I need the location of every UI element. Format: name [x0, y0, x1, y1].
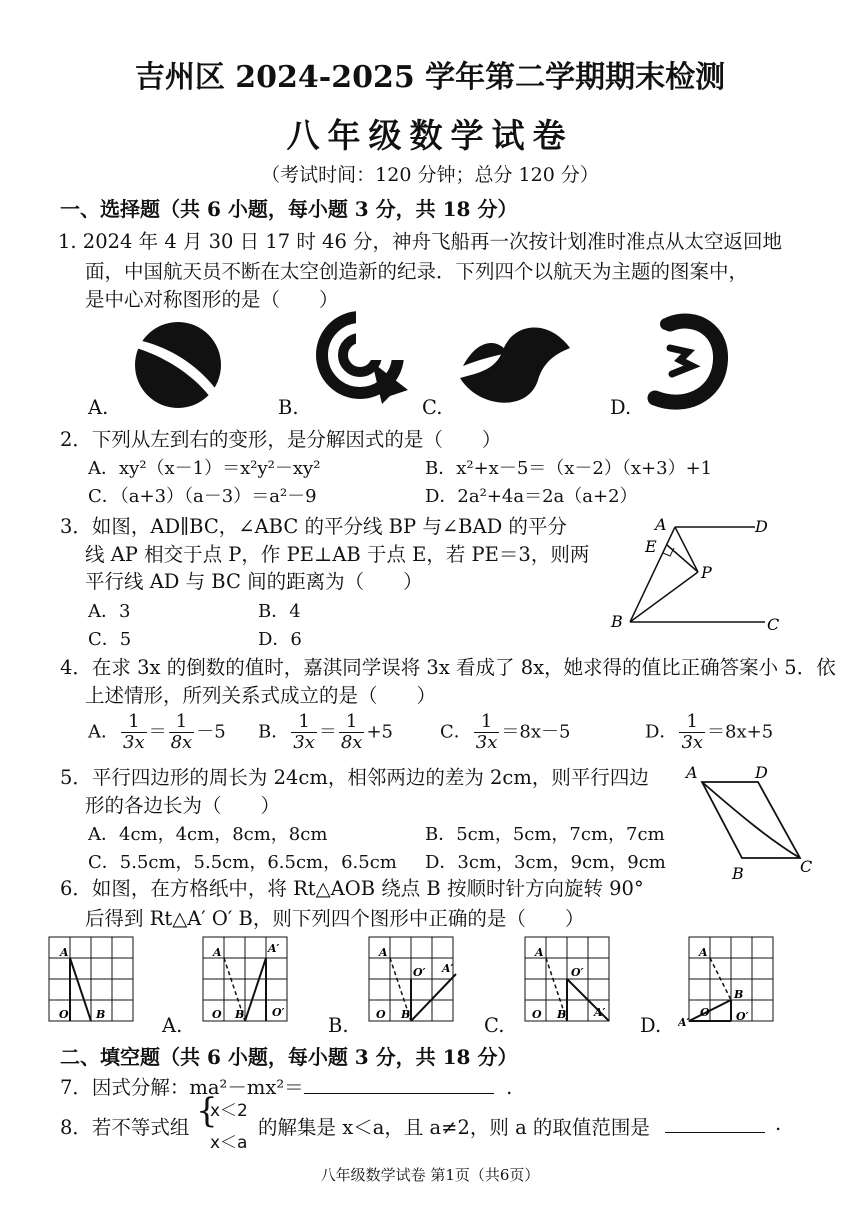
- q6-b-a1: A′: [442, 962, 454, 975]
- q4-b-num1: 1: [291, 712, 317, 733]
- q4-line1: 4．在求 3x 的倒数的值时，嘉淇同学误将 3x 看成了 8x，她求得的值比正确答案小 5．依: [60, 656, 836, 679]
- q5-line2: 形的各边长为（ ）: [85, 794, 281, 817]
- section1-heading: 一、选择题（共 6 小题，每小题 3 分，共 18 分）: [60, 197, 518, 221]
- q4-a-den1: 3x: [123, 731, 145, 753]
- q3-fig-label-e: E: [645, 537, 657, 556]
- q6-option-c-figure: [524, 936, 614, 1026]
- q1-figure-a: [130, 318, 230, 413]
- q4-d-rhs: ＝8x+5: [707, 721, 774, 743]
- q2-option-c: C．（a+3）（a－3）＝a²－9: [88, 486, 317, 507]
- q5-fig-label-b: B: [732, 864, 744, 883]
- q4-b-eq: ＝: [318, 721, 337, 743]
- q5-fig-label-a: A: [686, 763, 698, 782]
- title-line2: 八年级数学试卷: [286, 116, 574, 155]
- q7-answer-blank[interactable]: [304, 1093, 494, 1094]
- q1-label-d: D.: [610, 396, 632, 419]
- q6-d-b: B: [734, 988, 744, 1001]
- q6-a-a1: A′: [268, 942, 280, 955]
- q4-d-den: 3x: [681, 731, 704, 753]
- q7-text: 7．因式分解：ma²－mx²＝: [60, 1076, 304, 1099]
- q6-option-a-figure: [202, 936, 288, 1026]
- q3-option-a: A．3: [88, 601, 131, 622]
- q6-d-a1: A′: [678, 1016, 690, 1026]
- q4-b-den2: 8x: [340, 731, 363, 753]
- q6-b-b: B: [401, 1008, 411, 1021]
- q6-orig-o: O: [59, 1008, 69, 1021]
- q6-a-b: B: [235, 1008, 245, 1021]
- q4-option-b: [258, 712, 393, 753]
- q8-suffix: 的解集是 x＜a，且 a≠2，则 a 的取值范围是: [258, 1116, 650, 1139]
- q3-fig-label-b: B: [611, 612, 623, 631]
- q4-a-den2: 8x: [170, 731, 193, 753]
- q1-line3: 是中心对称图形的是（ ）: [85, 288, 339, 311]
- q4-option-a: [88, 712, 226, 753]
- q8-prefix: 8．若不等式组: [60, 1116, 190, 1139]
- q5-fig-label-d: D: [755, 763, 768, 782]
- q5-option-c: C．5.5cm，5.5cm，6.5cm，6.5cm: [88, 852, 397, 873]
- q6-c-b: B: [557, 1008, 567, 1021]
- q3-option-b: B．4: [258, 601, 301, 622]
- q5-line1: 5．平行四边形的周长为 24cm，相邻两边的差为 2cm，则平行四边: [60, 766, 649, 789]
- q7-end: .: [506, 1076, 513, 1099]
- q3-fig-label-p: P: [701, 563, 712, 582]
- q2-option-a: A．xy²（x－1）＝x²y²－xy²: [88, 458, 321, 479]
- q6-orig-b: B: [96, 1008, 106, 1021]
- q4-a-num2: 1: [169, 712, 195, 733]
- q6-a-o1: O′: [272, 1006, 285, 1019]
- q3-option-c: C．5: [88, 629, 132, 650]
- q6-c-o: O: [532, 1008, 542, 1021]
- q5-option-d: D．3cm，3cm，9cm，9cm: [425, 852, 666, 873]
- q6-a-a: A: [213, 946, 222, 959]
- q5-option-a: A．4cm，4cm，8cm，8cm: [88, 824, 328, 845]
- q4-a-tail: －5: [196, 721, 226, 743]
- q6-original-figure: [48, 936, 134, 1026]
- q1-label-a: A.: [88, 396, 109, 419]
- q4-c-rhs: ＝8x－5: [501, 721, 571, 743]
- q3-fig-label-d: D: [755, 517, 768, 536]
- q6-c-o1: O′: [571, 966, 584, 979]
- q3-fig-label-c: C: [767, 615, 780, 634]
- q6-d-o1: O′: [736, 1010, 749, 1023]
- q6-option-d-figure: [678, 936, 774, 1026]
- q8-end: .: [775, 1112, 782, 1135]
- q7: [60, 1072, 512, 1100]
- q6-d-a: A: [699, 946, 708, 959]
- q2-option-d: D．2a²+4a＝2a（a+2）: [425, 486, 638, 507]
- q3-line2: 线 AP 相交于点 P，作 PE⊥AB 于点 E，若 PE＝3，则两: [85, 543, 590, 566]
- q5-figure: [680, 760, 820, 885]
- q4-d-num: 1: [679, 712, 705, 733]
- q4-b-label: B．: [258, 721, 290, 743]
- q6-line2: 后得到 Rt△A′ O′ B，则下列四个图形中正确的是（ ）: [85, 907, 585, 930]
- q8-answer-blank[interactable]: [665, 1132, 765, 1133]
- q4-line2: 上述情形，所列关系式成立的是（ ）: [85, 684, 437, 707]
- section2-heading: 二、填空题（共 6 小题，每小题 3 分，共 18 分）: [60, 1045, 518, 1069]
- q6-orig-a: A: [60, 946, 69, 959]
- q6-c-a1: A′: [594, 1006, 606, 1019]
- q3-line3: 平行线 AD 与 BC 间的距离为（ ）: [85, 570, 423, 593]
- q6-option-b-figure: [368, 936, 460, 1026]
- q4-d-label: D．: [645, 721, 678, 743]
- q8-brace: {: [196, 1091, 218, 1131]
- q5-fig-label-c: C: [800, 857, 813, 876]
- q4-a-label: A．: [88, 721, 119, 743]
- q1-line2: 面，中国航天员不断在太空创造新的纪录．下列四个以航天为主题的图案中，: [85, 260, 749, 283]
- q1-figure-d: [640, 310, 730, 410]
- q4-b-tail: +5: [366, 721, 393, 743]
- q2-option-b: B．x²+x－5＝（x－2）（x+3）+1: [425, 458, 713, 479]
- q4-c-num: 1: [474, 712, 500, 733]
- q4-option-c: [440, 712, 570, 753]
- q3-figure: [605, 510, 805, 640]
- q1-label-b: B.: [278, 396, 299, 419]
- q3-option-d: D．6: [258, 629, 302, 650]
- q6-label-d: D.: [640, 1014, 662, 1037]
- q4-a-eq: ＝: [148, 721, 167, 743]
- q5-option-b: B．5cm，5cm，7cm，7cm: [425, 824, 665, 845]
- q1-line1: 1. 2024 年 4 月 30 日 17 时 46 分，神舟飞船再一次按计划准时准点从太空返回地: [58, 230, 783, 253]
- q4-c-den: 3x: [475, 731, 498, 753]
- q6-label-a: A.: [162, 1014, 183, 1037]
- q3-fig-label-a: A: [655, 515, 667, 534]
- q6-label-c: C.: [484, 1014, 505, 1037]
- q4-option-d: [645, 712, 773, 753]
- q1-figure-c: [458, 318, 573, 408]
- q6-label-b: B.: [328, 1014, 349, 1037]
- q6-line1: 6．如图，在方格纸中，将 Rt△AOB 绕点 B 按顺时针方向旋转 90°: [60, 877, 644, 900]
- q1-figure-b: [312, 310, 412, 405]
- q1-label-c: C.: [422, 396, 443, 419]
- q4-c-label: C．: [440, 721, 472, 743]
- q4-a-num1: 1: [121, 712, 147, 733]
- exam-info: （考试时间：120 分钟；总分 120 分）: [261, 164, 599, 186]
- q6-b-o: O: [376, 1008, 386, 1021]
- q2-stem: 2．下列从左到右的变形，是分解因式的是（ ）: [60, 428, 502, 451]
- title-line1: 吉州区 2024-2025 学年第二学期期末检测: [134, 60, 726, 95]
- q6-b-o1: O′: [413, 966, 426, 979]
- q4-b-den1: 3x: [293, 731, 315, 753]
- page-footer: 八年级数学试卷 第1页（共6页）: [320, 1166, 540, 1184]
- q6-a-o: O: [212, 1008, 222, 1021]
- q8-ineq1: x＜2: [210, 1101, 248, 1121]
- q6-b-a: A: [379, 946, 388, 959]
- q6-c-a: A: [535, 946, 544, 959]
- q6-d-o: O: [700, 1006, 710, 1019]
- q3-line1: 3．如图，AD∥BC，∠ABC 的平分线 BP 与∠BAD 的平分: [60, 515, 567, 538]
- q8-ineq2: x＜a: [210, 1133, 248, 1153]
- q4-b-num2: 1: [339, 712, 365, 733]
